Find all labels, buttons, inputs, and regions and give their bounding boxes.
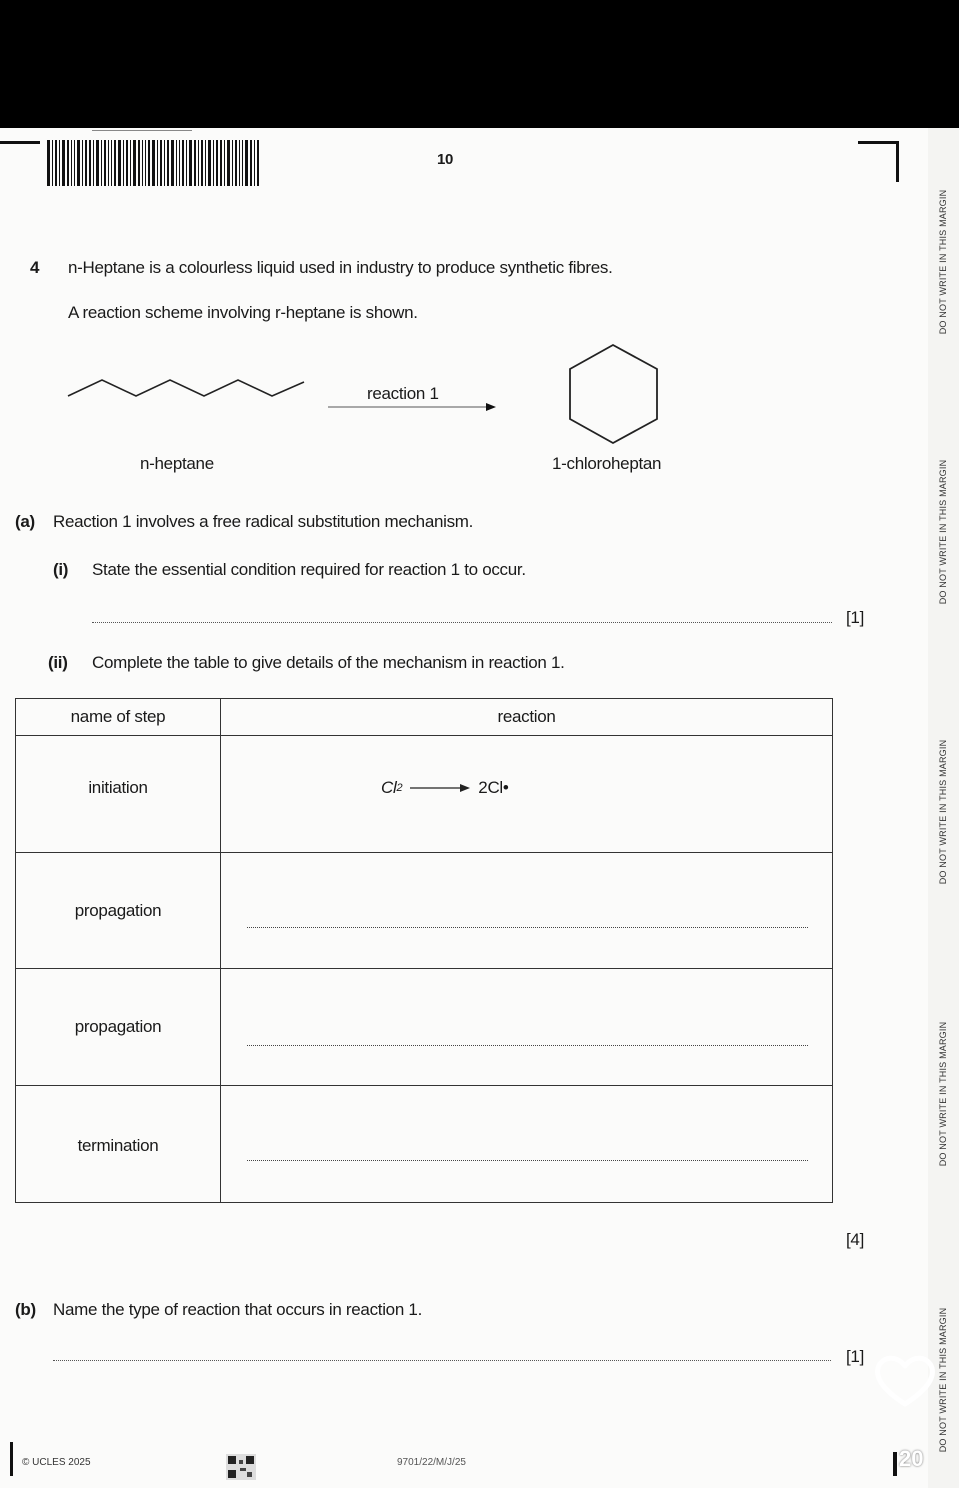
answer-line-i[interactable] — [92, 622, 832, 623]
sub-ii-text: Complete the table to give details of the mechanism in reaction 1. — [92, 653, 565, 672]
step-name: termination — [77, 1136, 159, 1155]
sub-ii-label: (ii) — [48, 653, 68, 672]
step-name: propagation — [74, 1017, 162, 1036]
footer-corner-mark — [10, 1442, 13, 1476]
corner-mark-left — [0, 141, 40, 182]
equation-reactant: Cl — [381, 778, 397, 797]
part-a-text: Reaction 1 involves a free radical substitution mechanism. — [53, 512, 474, 531]
qr-code-icon — [226, 1454, 256, 1480]
marks-ii: [4] — [846, 1230, 865, 1249]
table-header-row — [16, 699, 833, 736]
part-b-label: (b) — [15, 1300, 36, 1319]
equation-arrow — [408, 781, 472, 795]
question-number: 4 — [30, 258, 40, 277]
footer-corner-mark-right — [893, 1452, 897, 1476]
sub-i-label: (i) — [53, 560, 69, 579]
cycloheptane-ring — [570, 345, 657, 443]
question-intro: n-Heptane is a colourless liquid used in industry to produce synthetic fibres. — [68, 258, 613, 277]
margin-warning: DO NOT WRITE IN THIS MARGIN — [938, 739, 948, 885]
margin-warning: DO NOT WRITE IN THIS MARGIN — [938, 1021, 948, 1167]
equation-subscript: 2 — [396, 782, 403, 794]
table-row — [16, 853, 833, 969]
answer-line[interactable] — [247, 1045, 808, 1046]
heart-icon[interactable] — [872, 1350, 938, 1410]
reactant-label: n-heptane — [140, 454, 214, 473]
copyright: © UCLES 2025 — [22, 1457, 91, 1468]
page-number: 10 — [437, 151, 454, 168]
answer-cell[interactable] — [221, 969, 833, 1086]
corner-mark-right — [858, 141, 899, 182]
part-b-text: Name the type of reaction that occurs in reaction 1. — [53, 1300, 422, 1319]
heptane-skeleton — [68, 380, 304, 396]
paper-code: 9701/22/M/J/25 — [397, 1457, 466, 1468]
table-row — [16, 1086, 833, 1203]
corner-number: 20 — [899, 1446, 924, 1471]
answer-line[interactable] — [247, 927, 808, 928]
answer-line-b[interactable] — [53, 1360, 831, 1361]
answer-cell[interactable] — [221, 853, 833, 969]
step-name: propagation — [74, 901, 162, 920]
barcode — [47, 140, 357, 186]
part-a-label: (a) — [15, 512, 35, 531]
step-name: initiation — [88, 778, 148, 797]
table-row — [16, 736, 833, 853]
arrow-label: reaction 1 — [367, 384, 439, 403]
margin-warning: DO NOT WRITE IN THIS MARGIN — [938, 1307, 948, 1453]
mechanism-table — [15, 698, 833, 1203]
table-row — [16, 969, 833, 1086]
scheme-intro: A reaction scheme involving r-heptane is shown. — [68, 303, 418, 322]
header-name-of-step: name of step — [16, 699, 221, 736]
sub-i-text: State the essential condition required for reaction 1 to occur. — [92, 560, 526, 579]
arrow-head — [486, 403, 496, 411]
margin-warning: DO NOT WRITE IN THIS MARGIN — [938, 459, 948, 605]
product-label: 1-chloroheptan — [552, 454, 662, 473]
marks-b: [1] — [846, 1347, 865, 1366]
answer-line[interactable] — [247, 1160, 808, 1161]
marks-i: [1] — [846, 608, 865, 627]
equation-product: 2Cl• — [478, 778, 509, 797]
answer-cell[interactable] — [221, 1086, 833, 1203]
initiation-equation — [381, 778, 509, 798]
margin-warning: DO NOT WRITE IN THIS MARGIN — [938, 189, 948, 335]
header-reaction: reaction — [221, 699, 833, 736]
